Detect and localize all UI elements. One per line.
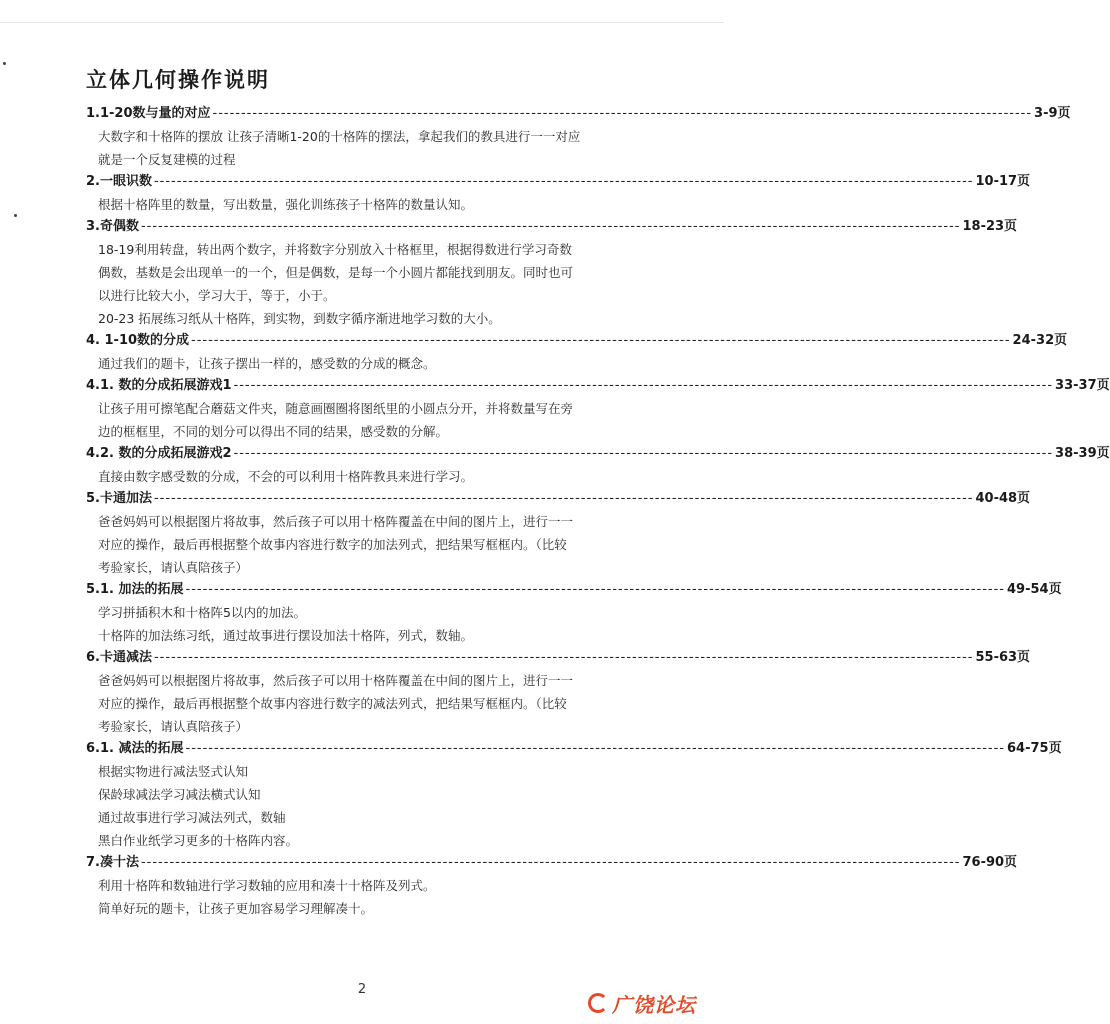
description-line: 爸爸妈妈可以根据图片将故事，然后孩子可以用十格阵覆盖在中间的图片上，进行一一	[98, 514, 574, 529]
description-line: 黑白作业纸学习更多的十格阵内容。	[98, 833, 299, 848]
description-line: 十格阵的加法练习纸，通过故事进行摆设加法十格阵，列式，数轴。	[98, 628, 474, 643]
description-line: 大数字和十格阵的摆放 让孩子清晰1-20的十格阵的摆法，拿起我们的教具进行一一对应	[98, 129, 581, 144]
watermark-logo	[588, 988, 718, 1018]
toc-entry	[86, 171, 1031, 216]
toc-entry-label: 1.1-20数与量的对应	[86, 106, 211, 121]
toc-entry	[86, 579, 1062, 647]
toc-entry-heading	[86, 852, 1018, 874]
toc-entry-pages: 10-17页	[975, 174, 1031, 189]
toc-entry	[86, 738, 1062, 852]
description-line: 保龄球减法学习减法横式认知	[98, 787, 261, 802]
toc-entry-heading	[86, 330, 1068, 352]
logo-icon	[588, 993, 608, 1013]
description-line: 根据实物进行减法竖式认知	[98, 764, 249, 779]
toc-entry-pages: 38-39页	[1055, 446, 1110, 461]
toc-leader-dashes: ------------------------------------------------------------------------------------------------------------------------------------------------	[212, 106, 1033, 121]
toc-entry-description	[86, 193, 670, 216]
toc-entry-label: 4. 1-10数的分成	[86, 333, 190, 348]
toc-entry-pages: 55-63页	[975, 650, 1031, 665]
description-line: 利用十格阵和数轴进行学习数轴的应用和凑十十格阵及列式。	[98, 878, 436, 893]
description-line: 18-19利用转盘，转出两个数字，并将数字分别放入十格框里，根据得数进行学习奇数	[98, 242, 572, 257]
description-line: 对应的操作，最后再根据整个故事内容进行数字的加法列式，把结果写框框内。（比较	[98, 537, 567, 552]
toc-leader-dashes: ------------------------------------------------------------------------------------------------------------------------------------------------	[233, 378, 1054, 393]
toc-entry-description	[86, 669, 670, 738]
toc-entry-pages: 18-23页	[962, 219, 1018, 234]
toc-entry-heading	[86, 443, 1110, 465]
toc-entry-label: 4.2. 数的分成拓展游戏2	[86, 446, 232, 461]
toc-entry	[86, 852, 1018, 920]
toc-entry-heading	[86, 375, 1110, 397]
toc-entry-description	[86, 238, 670, 330]
description-line: 让孩子用可擦笔配合蘑菇文件夹，随意画圈圈将图纸里的小圆点分开，并将数量写在旁	[98, 401, 574, 416]
page-title: 立体几何操作说明	[86, 68, 270, 92]
toc-entry-label: 6.1. 减法的拓展	[86, 741, 184, 756]
description-line: 爸爸妈妈可以根据图片将故事，然后孩子可以用十格阵覆盖在中间的图片上，进行一一	[98, 673, 574, 688]
toc-entry-heading	[86, 216, 1018, 238]
toc-leader-dashes: ------------------------------------------------------------------------------------------------------------------------------------------------	[140, 219, 961, 234]
description-line: 以进行比较大小，学习大于，等于，小于。	[98, 288, 336, 303]
toc-leader-dashes: ------------------------------------------------------------------------------------------------------------------------------------------------	[153, 491, 974, 506]
watermark-text: 广饶论坛	[612, 992, 696, 1017]
scan-speck	[3, 62, 6, 65]
toc-entry-heading	[86, 579, 1062, 601]
toc-entry	[86, 103, 1071, 171]
description-line: 通过我们的题卡，让孩子摆出一样的，感受数的分成的概念。	[98, 356, 436, 371]
toc-leader-dashes: ------------------------------------------------------------------------------------------------------------------------------------------------	[185, 582, 1005, 597]
toc-entry	[86, 330, 1068, 375]
toc-entry	[86, 216, 1018, 330]
description-line: 就是一个反复建模的过程	[98, 152, 236, 167]
toc-entry-description	[86, 352, 670, 375]
toc-entry-label: 7.凑十法	[86, 855, 139, 870]
toc-entry-description	[86, 125, 670, 171]
toc-entry-label: 3.奇偶数	[86, 219, 139, 234]
description-line: 考验家长，请认真陪孩子）	[98, 560, 249, 575]
description-line: 简单好玩的题卡，让孩子更加容易学习理解凑十。	[98, 901, 374, 916]
toc-leader-dashes: ------------------------------------------------------------------------------------------------------------------------------------------------	[153, 650, 974, 665]
toc-entry-pages: 49-54页	[1007, 582, 1062, 597]
toc-entry	[86, 488, 1031, 579]
toc-entry-pages: 76-90页	[962, 855, 1018, 870]
toc-list	[86, 103, 1110, 920]
toc-entry-label: 4.1. 数的分成拓展游戏1	[86, 378, 232, 393]
toc-entry-pages: 33-37页	[1055, 378, 1110, 393]
toc-entry-description	[86, 601, 670, 647]
toc-entry-label: 5.1. 加法的拓展	[86, 582, 184, 597]
toc-entry-pages: 64-75页	[1007, 741, 1062, 756]
toc-entry-pages: 3-9页	[1034, 106, 1071, 121]
page-edge	[0, 22, 724, 23]
page-number: 2	[357, 982, 367, 997]
toc-entry-heading	[86, 647, 1031, 669]
toc-entry-description	[86, 397, 670, 443]
toc-entry-label: 5.卡通加法	[86, 491, 152, 506]
toc-entry	[86, 375, 1110, 443]
toc-entry	[86, 647, 1031, 738]
toc-leader-dashes: ------------------------------------------------------------------------------------------------------------------------------------------------	[191, 333, 1011, 348]
toc-entry-label: 6.卡通减法	[86, 650, 152, 665]
description-line: 直接由数字感受数的分成，不会的可以利用十格阵教具来进行学习。	[98, 469, 474, 484]
description-line: 根据十格阵里的数量，写出数量，强化训练孩子十格阵的数量认知。	[98, 197, 474, 212]
toc-entry-heading	[86, 488, 1031, 510]
toc-entry-heading	[86, 103, 1071, 125]
scan-speck	[14, 214, 17, 217]
toc-entry-description	[86, 465, 670, 488]
toc-entry-pages: 24-32页	[1012, 333, 1068, 348]
toc-entry-label: 2.一眼识数	[86, 174, 152, 189]
toc-leader-dashes: ------------------------------------------------------------------------------------------------------------------------------------------------	[140, 855, 961, 870]
toc-leader-dashes: ------------------------------------------------------------------------------------------------------------------------------------------------	[233, 446, 1054, 461]
toc-entry-pages: 40-48页	[975, 491, 1031, 506]
toc-entry-heading	[86, 171, 1031, 193]
toc-entry-description	[86, 510, 670, 579]
toc-entry-description	[86, 760, 670, 852]
description-line: 20-23 拓展练习纸从十格阵，到实物，到数字循序渐进地学习数的大小。	[98, 311, 501, 326]
toc-leader-dashes: ------------------------------------------------------------------------------------------------------------------------------------------------	[185, 741, 1005, 756]
description-line: 对应的操作，最后再根据整个故事内容进行数字的减法列式，把结果写框框内。（比较	[98, 696, 567, 711]
description-line: 通过故事进行学习减法列式，数轴	[98, 810, 286, 825]
toc-entry-description	[86, 874, 670, 920]
toc-entry	[86, 443, 1110, 488]
toc-leader-dashes: ------------------------------------------------------------------------------------------------------------------------------------------------	[153, 174, 974, 189]
description-line: 偶数，基数是会出现单一的一个，但是偶数，是每一个小圆片都能找到朋友。同时也可	[98, 265, 574, 280]
description-line: 边的框框里，不同的划分可以得出不同的结果，感受数的分解。	[98, 424, 449, 439]
description-line: 考验家长，请认真陪孩子）	[98, 719, 249, 734]
description-line: 学习拼插积木和十格阵5以内的加法。	[98, 605, 306, 620]
toc-entry-heading	[86, 738, 1062, 760]
